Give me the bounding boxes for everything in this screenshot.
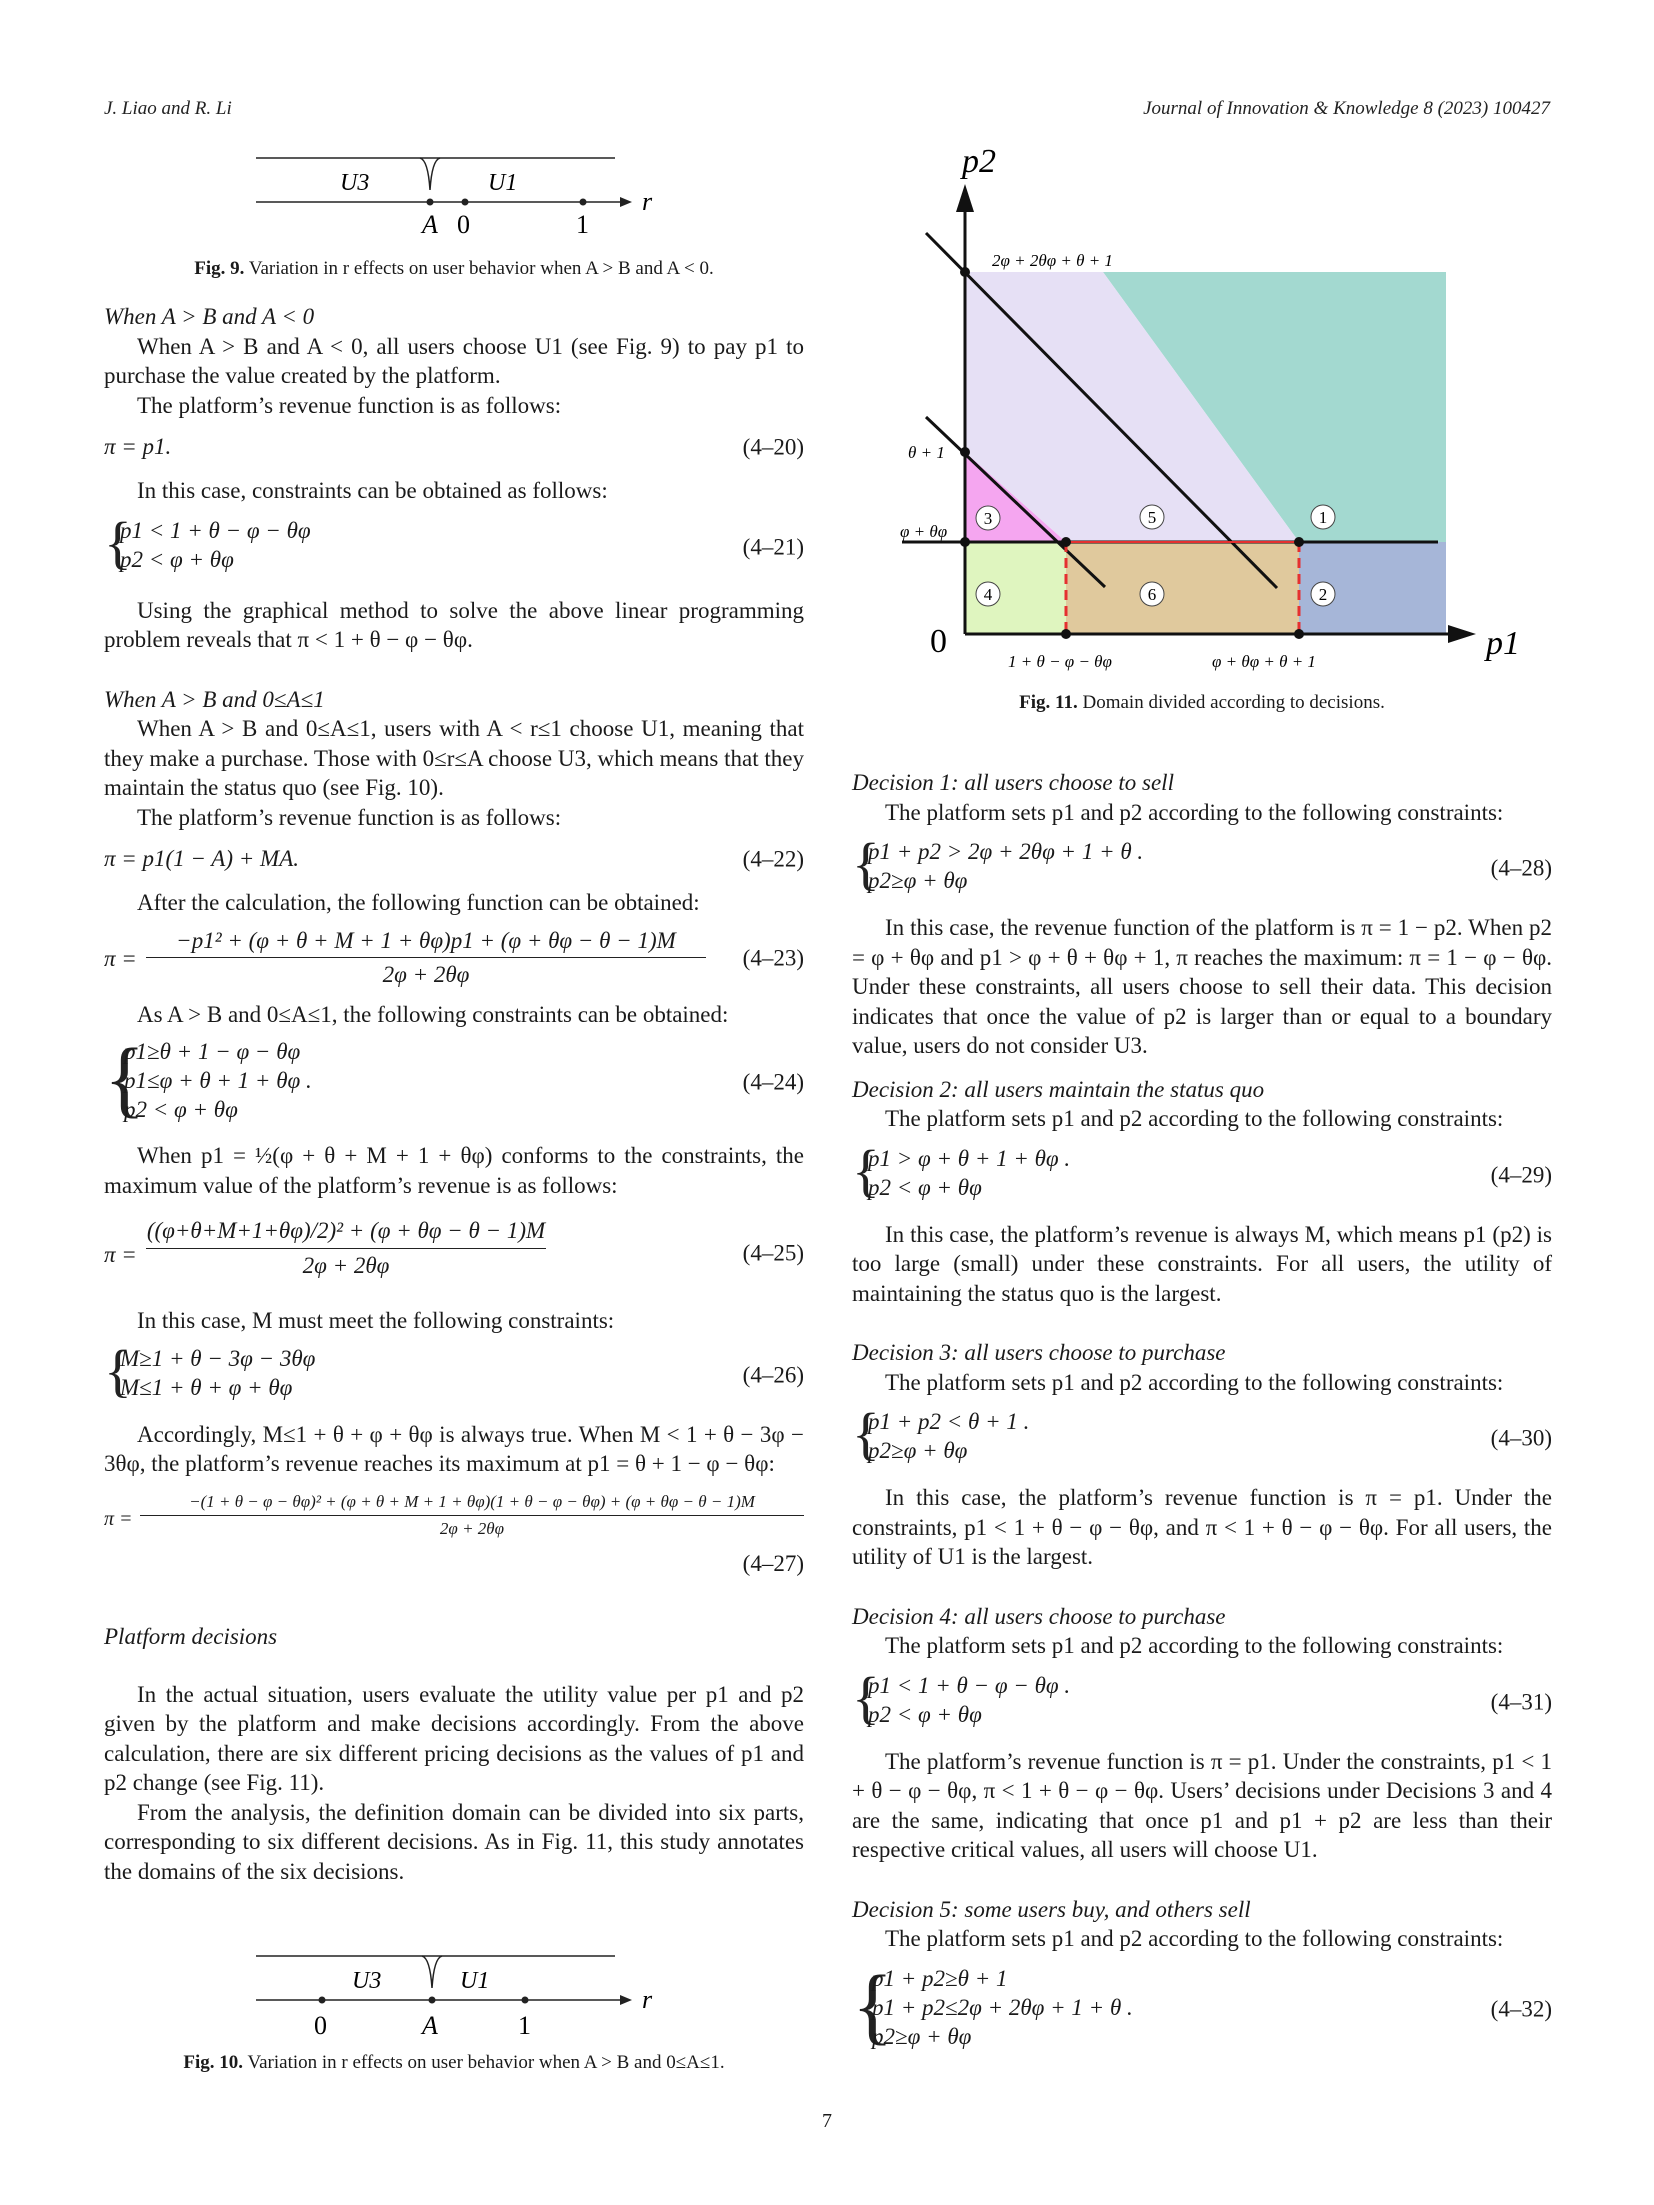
- d2-paragraph-1: The platform sets p1 and p2 according to the following constraints:: [885, 1106, 1504, 1131]
- eq25-denominator: 2φ + 2θφ: [302, 1252, 390, 1278]
- eq25-number: (4–25): [742, 1240, 804, 1266]
- eq23-lhs: π =: [104, 945, 137, 971]
- sec2-paragraph-7: Accordingly, M≤1 + θ + φ + θφ is always true. When M < 1 + θ − 3φ − 3θφ, the platform’s revenue reaches its maximum at p1 = θ + 1 − φ − θφ:: [104, 1421, 804, 1476]
- eq25-lhs: π =: [104, 1242, 137, 1267]
- fig11-x-label-1: 1 + θ − φ − θφ: [1008, 652, 1112, 671]
- eq31-number: (4–31): [1490, 1688, 1552, 1714]
- sec2-paragraph-2: The platform’s revenue function is as follows:: [137, 804, 562, 830]
- eq22-number: (4–22): [742, 846, 804, 872]
- eq20-body: π = p1.: [104, 434, 172, 459]
- equation-4-23: [104, 926, 804, 990]
- running-header-authors: J. Liao and R. Li: [104, 98, 232, 119]
- sec1-title: When A > B and A < 0: [104, 304, 315, 329]
- eq26-brace: {: [104, 1337, 132, 1403]
- eq32-line-3: p2≥φ + θφ: [872, 2023, 972, 2049]
- eq24-brace: {: [104, 1030, 146, 1126]
- d3-title: Decision 3: all users choose to purchase: [852, 1340, 1226, 1365]
- right-column: [852, 768, 1552, 2054]
- equation-4-20: [104, 432, 804, 462]
- fig9-caption-text: Variation in r effects on user behavior when A > B and A < 0.: [248, 258, 714, 279]
- eq30-line-2: p2≥φ + θφ: [868, 1438, 968, 1463]
- eq24-line-1: p1≥θ + 1 − φ − θφ: [124, 1039, 301, 1064]
- equation-4-26: [104, 1337, 804, 1406]
- eq31-brace: {: [852, 1664, 880, 1730]
- running-header-journal: Journal of Innovation & Knowledge 8 (2023) 100427: [1143, 98, 1550, 119]
- fig9-label-u3: U3: [340, 170, 370, 196]
- fig9-tick-a: A: [422, 210, 438, 239]
- eq29-number: (4–29): [1490, 1161, 1552, 1187]
- fig11-y-low-label: φ + θφ: [900, 522, 948, 541]
- d1-paragraph-1: The platform sets p1 and p2 according to the following constraints:: [885, 799, 1504, 825]
- eq31-line-2: p2 < φ + θφ: [868, 1701, 982, 1727]
- fig11-origin: 0: [930, 623, 947, 660]
- sec3-title: Platform decisions: [104, 1624, 278, 1649]
- fig9-caption-label: Fig. 9.: [194, 258, 245, 279]
- fig11-region-6-fill: [1066, 542, 1299, 634]
- equation-4-28: [852, 831, 1552, 899]
- sec2-paragraph-1: When A > B and 0≤A≤1, users with A < r≤1 choose U1, meaning that they make a purchase. Those with 0≤r≤A choose U3, which means that they maintain the status quo (see Fig. 10).: [104, 716, 804, 800]
- fig11-badge-region-1: [1311, 505, 1335, 529]
- fig11-x-arrow: [1448, 625, 1476, 643]
- fig9-caption: [104, 258, 804, 280]
- svg-text:6: 6: [1147, 585, 1157, 604]
- equation-4-27: [104, 1489, 804, 1547]
- fig9-label-u1: U1: [488, 170, 518, 196]
- fig10-label-u3: U3: [352, 1968, 382, 1994]
- eq28-line-1: p1 + p2 > 2φ + 2θφ + 1 + θ .: [868, 839, 1144, 864]
- eq32-number: (4–32): [1490, 1995, 1552, 2021]
- equation-4-21: [104, 509, 804, 578]
- fig9-diagram: [250, 150, 670, 245]
- eq27-denominator: 2φ + 2θφ: [439, 1518, 505, 1538]
- equation-4-32: [852, 1956, 1552, 2054]
- fig11-caption-label: Fig. 11.: [1019, 692, 1078, 713]
- fig11-ylabel: p2: [962, 143, 996, 180]
- d5-title: Decision 5: some users buy, and others sell: [852, 1896, 1251, 1922]
- eq23-number: (4–23): [742, 944, 804, 970]
- sec1-paragraph-1: When A > B and A < 0, all users choose U1 (see Fig. 9) to pay p1 to purchase the value created by the platform.: [104, 333, 804, 388]
- fig9-tick-1: 1: [576, 210, 589, 239]
- eq23-denominator: 2φ + 2θφ: [382, 962, 470, 987]
- sec2-paragraph-3: After the calculation, the following function can be obtained:: [137, 890, 700, 915]
- sec1-paragraph-4: Using the graphical method to solve the above linear programming problem reveals that π < 1 + θ − φ − θφ.: [104, 597, 804, 652]
- svg-text:5: 5: [1147, 508, 1157, 527]
- eq29-line-1: p1 > φ + θ + 1 + θφ .: [868, 1145, 1071, 1171]
- fig11-x-label-2: φ + θφ + θ + 1: [1212, 652, 1316, 671]
- fig10-tick-0: 0: [314, 2011, 327, 2040]
- fig11-badge-region-3: [976, 506, 1000, 530]
- sec2-paragraph-4: As A > B and 0≤A≤1, the following constraints can be obtained:: [137, 1001, 729, 1027]
- fig11-y-top-label: 2φ + 2θφ + θ + 1: [992, 251, 1113, 270]
- page-number: 7: [822, 2110, 832, 2132]
- fig10-axis-r: r: [642, 1985, 653, 2014]
- sec3-paragraph-1: In the actual situation, users evaluate the utility value per p1 and p2 given by the platform and make decisions accordingly. From the above calculation, there are six different pricing decisions as the values of p1 and p2 change (see Fig. 11).: [104, 1681, 804, 1795]
- eq29-brace: {: [852, 1137, 880, 1203]
- sec1-paragraph-3: In this case, constraints can be obtained as follows:: [137, 478, 608, 503]
- eq26-line-1: M≥1 + θ − 3φ − 3θφ: [120, 1345, 316, 1371]
- fig11-badge-region-4: [976, 582, 1000, 606]
- eq25-numerator: ((φ+θ+M+1+θφ)/2)² + (φ + θφ − θ − 1)M: [146, 1218, 546, 1243]
- fig10-tick-1: 1: [518, 2011, 531, 2040]
- eq30-line-1: p1 + p2 < θ + 1 .: [868, 1409, 1030, 1434]
- equation-4-24: [104, 1030, 804, 1127]
- fig10-caption-text: Variation in r effects on user behavior when A > B and 0≤A≤1.: [247, 2052, 725, 2073]
- fig11-caption-text: Domain divided according to decisions.: [1082, 692, 1385, 713]
- fig11-badge-region-2: [1311, 582, 1335, 606]
- fig11-y-mid-label: θ + 1: [908, 443, 945, 462]
- eq24-number: (4–24): [742, 1069, 804, 1095]
- fig11-caption: [852, 692, 1552, 714]
- fig11-badge-region-6: [1140, 582, 1164, 606]
- eq28-brace: {: [852, 831, 880, 896]
- eq24-line-3: p2 < φ + θφ: [124, 1097, 238, 1122]
- eq22-body: π = p1(1 − A) + MA.: [104, 846, 299, 871]
- fig11-badge-region-5: [1140, 505, 1164, 529]
- svg-text:3: 3: [983, 509, 993, 528]
- d3-paragraph-2: In this case, the platform’s revenue function is π = p1. Under the constraints, p1 < 1 + θ − φ − θφ, and π < 1 + θ − φ − θφ. For all users, the utility of U1 is the largest.: [852, 1485, 1552, 1569]
- eq32-brace: {: [852, 1956, 894, 2053]
- fig11-y-arrow: [956, 184, 974, 212]
- eq26-number: (4–26): [742, 1361, 804, 1387]
- fig10-caption: [104, 2052, 804, 2074]
- fig10-diagram: [250, 1948, 670, 2048]
- d2-paragraph-2: In this case, the platform’s revenue is always M, which means p1 (p2) is too large (small) under these constraints. For all users, the utility of maintaining the status quo is the largest.: [852, 1221, 1552, 1306]
- d2-title: Decision 2: all users maintain the status quo: [852, 1076, 1265, 1102]
- sec1-paragraph-2: The platform’s revenue function is as follows:: [137, 392, 562, 418]
- eq27-numerator: −(1 + θ − φ − θφ)² + (φ + θ + M + 1 + θφ)(1 + θ − φ − θφ) + (φ + θφ − θ − 1)M: [189, 1491, 755, 1511]
- eq32-line-2: p1 + p2≤2φ + 2θφ + 1 + θ .: [872, 1994, 1133, 2020]
- fig11-diagram: [880, 140, 1540, 680]
- svg-text:4: 4: [983, 585, 993, 604]
- eq20-number: (4–20): [742, 434, 804, 460]
- eq21-line-1: p1 < 1 + θ − φ − θφ: [120, 517, 311, 543]
- d4-title: Decision 4: all users choose to purchase: [852, 1603, 1226, 1629]
- svg-text:2: 2: [1318, 585, 1328, 604]
- eq29-line-2: p2 < φ + θφ: [868, 1174, 982, 1200]
- d4-paragraph-1: The platform sets p1 and p2 according to the following constraints:: [885, 1633, 1504, 1658]
- eq21-brace: {: [104, 509, 132, 575]
- equation-4-22: [104, 844, 804, 874]
- d5-paragraph-1: The platform sets p1 and p2 according to the following constraints:: [885, 1926, 1504, 1951]
- equation-4-31: [852, 1664, 1552, 1733]
- eq26-line-2: M≤1 + θ + φ + θφ: [120, 1374, 293, 1400]
- d4-paragraph-2: The platform’s revenue function is π = p1. Under the constraints, p1 < 1 + θ − φ − θφ, π < 1 + θ − φ − θφ. Users’ decisions under Decisions 3 and 4 are the same, indicating that once p1 and p1 + p2 are less than their respective critical values, all users will choose U1.: [852, 1748, 1552, 1862]
- fig10-label-u1: U1: [460, 1968, 490, 1994]
- sec2-paragraph-6: In this case, M must meet the following constraints:: [137, 1308, 615, 1333]
- eq30-brace: {: [852, 1401, 880, 1466]
- fig11-xlabel: p1: [1486, 625, 1520, 662]
- eq28-line-2: p2≥φ + θφ: [868, 868, 968, 893]
- eq23-numerator: −p1² + (φ + θ + M + 1 + θφ)p1 + (φ + θφ − θ − 1)M: [176, 927, 676, 953]
- sec2-paragraph-5: When p1 = ½(φ + θ + M + 1 + θφ) conforms to the constraints, the maximum value of the platform’s revenue is as follows:: [104, 1143, 804, 1198]
- sec3-paragraph-2: From the analysis, the definition domain can be divided into six parts, corresponding to six different decisions. As in Fig. 11, this study annotates the domains of the six decisions.: [104, 1799, 804, 1884]
- sec2-title: When A > B and 0≤A≤1: [104, 686, 325, 712]
- eq21-number: (4–21): [742, 533, 804, 559]
- equation-4-29: [852, 1137, 1552, 1206]
- eq21-line-2: p2 < φ + θφ: [120, 546, 234, 572]
- eq28-number: (4–28): [1490, 855, 1552, 881]
- eq24-line-2: p1≤φ + θ + 1 + θφ .: [124, 1068, 312, 1093]
- eq27-number: (4–27): [742, 1550, 804, 1576]
- fig9-tick-0: 0: [457, 210, 470, 239]
- eq27-lhs: π =: [104, 1507, 133, 1530]
- equation-4-30: [852, 1401, 1552, 1469]
- fig10-caption-label: Fig. 10.: [183, 2052, 244, 2073]
- left-column: [104, 302, 804, 1886]
- svg-text:1: 1: [1318, 508, 1328, 527]
- fig10-tick-a: A: [422, 2011, 438, 2040]
- equation-4-25: [104, 1210, 804, 1296]
- d1-paragraph-2: In this case, the revenue function of the platform is π = 1 − p2. When p2 = φ + θφ and p1 > φ + θ + θφ + 1, π reaches the maximum: π = 1 − φ − θφ. Under these constraints, all users choose to sell their data. This decision indicates that once the value of p2 is larger than or equal to a boundary value, users do not consider U3.: [852, 915, 1552, 1058]
- fig9-axis-r: r: [642, 187, 653, 216]
- eq31-line-1: p1 < 1 + θ − φ − θφ .: [868, 1672, 1071, 1698]
- eq32-line-1: p1 + p2≥θ + 1: [872, 1965, 1008, 1991]
- d3-paragraph-1: The platform sets p1 and p2 according to the following constraints:: [885, 1369, 1504, 1395]
- d1-title: Decision 1: all users choose to sell: [852, 770, 1174, 795]
- eq30-number: (4–30): [1490, 1425, 1552, 1451]
